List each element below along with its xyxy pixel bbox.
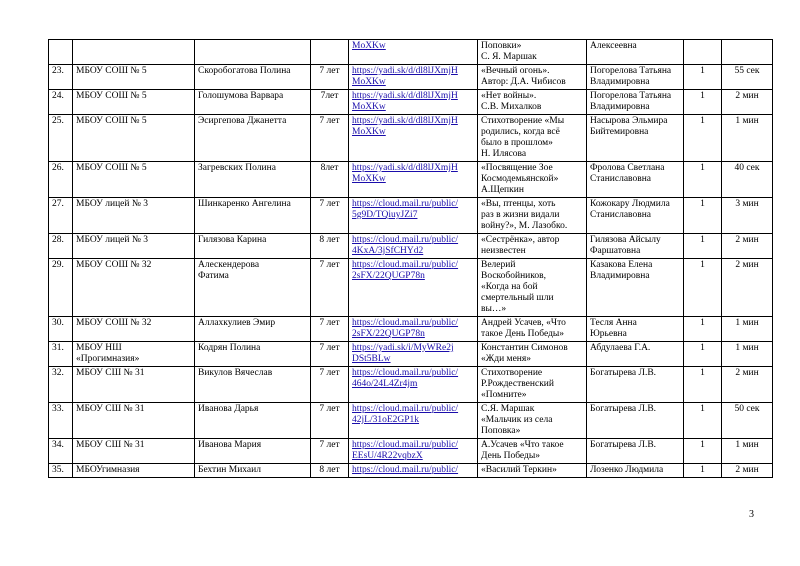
video-link-cell bbox=[349, 439, 478, 464]
table-row bbox=[49, 115, 773, 162]
participant-name-cell-text: Шинкаренко Ангелина bbox=[198, 199, 291, 209]
row-number bbox=[49, 317, 73, 342]
age-cell-text: 7 лет bbox=[319, 318, 340, 328]
row-number-text: 33. bbox=[52, 404, 64, 414]
participant-name-cell-text: Эсиргепова Джанетта bbox=[198, 116, 287, 126]
work-title-cell bbox=[478, 439, 587, 464]
teacher-cell-text: Богатырева Л.В. bbox=[590, 440, 657, 450]
teacher-cell-text: Абдулаева Г.А. bbox=[590, 343, 651, 353]
video-link[interactable]: https://yadi.sk/d/dl8lJXmjH MoXKw bbox=[352, 66, 458, 87]
teacher-cell-text: Кожокару Людмила Станиславовна bbox=[590, 199, 670, 220]
age-cell bbox=[311, 317, 349, 342]
table-row bbox=[49, 367, 773, 403]
participant-name-cell bbox=[195, 198, 311, 234]
school-cell-text: МБОУ СОШ № 5 bbox=[76, 163, 147, 173]
count-cell-text: 1 bbox=[700, 318, 705, 328]
count-cell-text: 1 bbox=[700, 116, 705, 126]
participant-name-cell-text: Викулов Вячеслав bbox=[198, 368, 273, 378]
duration-cell-text: 2 мин bbox=[735, 91, 759, 101]
age-cell bbox=[311, 234, 349, 259]
row-number bbox=[49, 342, 73, 367]
row-number-text: 24. bbox=[52, 91, 64, 101]
row-number bbox=[49, 90, 73, 115]
participant-name-cell-text: Иванова Мария bbox=[198, 440, 262, 450]
age-cell bbox=[311, 464, 349, 478]
row-number-text: 34. bbox=[52, 440, 64, 450]
work-title-cell bbox=[478, 234, 587, 259]
work-title-cell-text: А.Усачев «Что такое День Победы» bbox=[481, 440, 564, 461]
participant-name-cell bbox=[195, 234, 311, 259]
participant-name-cell-text: Гилязова Карина bbox=[198, 235, 267, 245]
row-number-text: 27. bbox=[52, 199, 64, 209]
video-link[interactable]: https://cloud.mail.ru/public/ bbox=[352, 465, 459, 475]
participants-table bbox=[48, 39, 773, 478]
work-title-cell-text: «Вечный огонь». Автор: Д.А. Чибисов bbox=[481, 66, 566, 87]
count-cell bbox=[684, 317, 722, 342]
duration-cell bbox=[722, 464, 773, 478]
participant-name-cell-text: Бехтин Михаил bbox=[198, 465, 261, 475]
participant-name-cell bbox=[195, 40, 311, 65]
school-cell-text: МБОУ СОШ № 32 bbox=[76, 260, 152, 270]
age-cell bbox=[311, 439, 349, 464]
video-link[interactable]: MoXKw bbox=[352, 41, 386, 51]
duration-cell-text: 3 мин bbox=[735, 199, 759, 209]
teacher-cell bbox=[587, 198, 684, 234]
video-link-cell bbox=[349, 403, 478, 439]
participant-name-cell bbox=[195, 439, 311, 464]
school-cell-text: МБОУгимназия bbox=[76, 465, 140, 475]
count-cell-text: 1 bbox=[700, 343, 705, 353]
teacher-cell bbox=[587, 115, 684, 162]
teacher-cell bbox=[587, 464, 684, 478]
age-cell-text: 8лет bbox=[320, 163, 339, 173]
row-number bbox=[49, 40, 73, 65]
row-number bbox=[49, 234, 73, 259]
age-cell-text: 7 лет bbox=[319, 343, 340, 353]
age-cell bbox=[311, 90, 349, 115]
video-link-cell bbox=[349, 342, 478, 367]
video-link-cell bbox=[349, 259, 478, 317]
work-title-cell-text: «Василий Теркин» bbox=[481, 465, 557, 475]
table-row bbox=[49, 342, 773, 367]
work-title-cell-text: Поповки» С. Я. Маршак bbox=[481, 41, 537, 62]
teacher-cell bbox=[587, 90, 684, 115]
work-title-cell bbox=[478, 90, 587, 115]
school-cell-text: МБОУ СШ № 31 bbox=[76, 404, 145, 414]
count-cell bbox=[684, 439, 722, 464]
video-link-cell bbox=[349, 198, 478, 234]
table-row bbox=[49, 65, 773, 90]
duration-cell-text: 2 мин bbox=[735, 235, 759, 245]
school-cell-text: МБОУ лицей № 3 bbox=[76, 199, 149, 209]
row-number-text: 25. bbox=[52, 116, 64, 126]
row-number-text: 28. bbox=[52, 235, 64, 245]
count-cell bbox=[684, 342, 722, 367]
video-link-cell bbox=[349, 367, 478, 403]
school-cell bbox=[73, 234, 195, 259]
video-link[interactable]: https://yadi.sk/i/MyWRe2j DSt5BLw bbox=[352, 343, 454, 364]
participant-name-cell-text: Кодрян Полина bbox=[198, 343, 261, 353]
duration-cell-text: 50 сек bbox=[734, 404, 760, 414]
participant-name-cell bbox=[195, 367, 311, 403]
video-link[interactable]: https://cloud.mail.ru/public/ 2sFX/22QUGP78n bbox=[352, 260, 459, 281]
teacher-cell-text: Фролова Светлана Станиславовна bbox=[590, 163, 665, 184]
count-cell bbox=[684, 367, 722, 403]
school-cell bbox=[73, 65, 195, 90]
duration-cell bbox=[722, 90, 773, 115]
age-cell-text: 7 лет bbox=[319, 368, 340, 378]
duration-cell bbox=[722, 403, 773, 439]
age-cell-text: 8 лет bbox=[319, 235, 340, 245]
work-title-cell bbox=[478, 259, 587, 317]
duration-cell bbox=[722, 367, 773, 403]
count-cell-text: 1 bbox=[700, 91, 705, 101]
row-number bbox=[49, 367, 73, 403]
participant-name-cell-text: Аллахкулиев Эмир bbox=[198, 318, 276, 328]
work-title-cell-text: «Сестрёнка», автор неизвестен bbox=[481, 235, 560, 256]
table-row bbox=[49, 198, 773, 234]
age-cell bbox=[311, 40, 349, 65]
table-row bbox=[49, 439, 773, 464]
participant-name-cell-text: Загревских Полина bbox=[198, 163, 276, 173]
duration-cell bbox=[722, 115, 773, 162]
row-number-text: 26. bbox=[52, 163, 64, 173]
duration-cell-text: 55 сек bbox=[734, 66, 760, 76]
school-cell-text: МБОУ СШ № 31 bbox=[76, 368, 145, 378]
teacher-cell bbox=[587, 317, 684, 342]
participant-name-cell-text: Алескендерова Фатима bbox=[198, 260, 260, 281]
school-cell bbox=[73, 162, 195, 198]
work-title-cell bbox=[478, 162, 587, 198]
count-cell-text: 1 bbox=[700, 163, 705, 173]
duration-cell-text: 2 мин bbox=[735, 368, 759, 378]
teacher-cell-text: Погорелова Татьяна Владимировна bbox=[590, 66, 672, 87]
work-title-cell bbox=[478, 367, 587, 403]
work-title-cell bbox=[478, 317, 587, 342]
count-cell bbox=[684, 65, 722, 90]
teacher-cell-text: Лозенко Людмила bbox=[590, 465, 664, 475]
duration-cell-text: 2 мин bbox=[735, 465, 759, 475]
school-cell bbox=[73, 40, 195, 65]
work-title-cell-text: С.Я. Маршак «Мальчик из села Поповка» bbox=[481, 404, 553, 436]
table-row bbox=[49, 317, 773, 342]
school-cell-text: МБОУ СОШ № 5 bbox=[76, 91, 147, 101]
age-cell-text: 7 лет bbox=[319, 404, 340, 414]
duration-cell-text: 1 мин bbox=[735, 343, 759, 353]
count-cell-text: 1 bbox=[700, 465, 705, 475]
row-number bbox=[49, 115, 73, 162]
teacher-cell-text: Погорелова Татьяна Владимировна bbox=[590, 91, 672, 112]
school-cell bbox=[73, 198, 195, 234]
teacher-cell bbox=[587, 40, 684, 65]
school-cell-text: МБОУ СОШ № 5 bbox=[76, 116, 147, 126]
row-number bbox=[49, 464, 73, 478]
age-cell bbox=[311, 342, 349, 367]
duration-cell bbox=[722, 40, 773, 65]
duration-cell-text: 2 мин bbox=[735, 260, 759, 270]
participant-name-cell-text: Голошумова Варвара bbox=[198, 91, 284, 101]
table-row bbox=[49, 40, 773, 65]
teacher-cell bbox=[587, 65, 684, 90]
video-link[interactable]: https://yadi.sk/d/dl8lJXmjH MoXKw bbox=[352, 116, 458, 137]
age-cell-text: 7 лет bbox=[319, 260, 340, 270]
duration-cell bbox=[722, 162, 773, 198]
row-number bbox=[49, 198, 73, 234]
row-number-text: 30. bbox=[52, 318, 64, 328]
work-title-cell-text: Константин Симонов «Жди меня» bbox=[481, 343, 568, 364]
count-cell-text: 1 bbox=[700, 440, 705, 450]
participant-name-cell bbox=[195, 464, 311, 478]
work-title-cell-text: «Нет войны». С.В. Михалков bbox=[481, 91, 542, 112]
age-cell bbox=[311, 259, 349, 317]
row-number-text: 32. bbox=[52, 368, 64, 378]
duration-cell bbox=[722, 198, 773, 234]
participant-name-cell bbox=[195, 115, 311, 162]
age-cell bbox=[311, 65, 349, 90]
count-cell-text: 1 bbox=[700, 368, 705, 378]
video-link-cell bbox=[349, 317, 478, 342]
video-link-cell bbox=[349, 40, 478, 65]
work-title-cell-text: «Посвящение Зое Космодемьянской» А.Щепкин bbox=[481, 163, 559, 195]
work-title-cell bbox=[478, 342, 587, 367]
table-row bbox=[49, 403, 773, 439]
age-cell-text: 7лет bbox=[320, 91, 339, 101]
teacher-cell bbox=[587, 439, 684, 464]
count-cell bbox=[684, 90, 722, 115]
row-number bbox=[49, 403, 73, 439]
age-cell-text: 7 лет bbox=[319, 199, 340, 209]
count-cell-text: 1 bbox=[700, 404, 705, 414]
table-row bbox=[49, 162, 773, 198]
teacher-cell bbox=[587, 403, 684, 439]
school-cell bbox=[73, 342, 195, 367]
work-title-cell-text: Андрей Усачев, «Что такое День Победы» bbox=[481, 318, 566, 339]
school-cell bbox=[73, 317, 195, 342]
work-title-cell bbox=[478, 403, 587, 439]
work-title-cell bbox=[478, 464, 587, 478]
age-cell-text: 7 лет bbox=[319, 116, 340, 126]
teacher-cell-text: Алексеевна bbox=[590, 41, 637, 51]
age-cell bbox=[311, 115, 349, 162]
age-cell bbox=[311, 198, 349, 234]
video-link[interactable]: https://yadi.sk/d/dl8lJXmjH MoXKw bbox=[352, 163, 458, 184]
teacher-cell bbox=[587, 162, 684, 198]
count-cell bbox=[684, 403, 722, 439]
table-row bbox=[49, 464, 773, 478]
count-cell bbox=[684, 162, 722, 198]
school-cell bbox=[73, 90, 195, 115]
teacher-cell bbox=[587, 234, 684, 259]
count-cell bbox=[684, 234, 722, 259]
teacher-cell bbox=[587, 367, 684, 403]
row-number-text: 31. bbox=[52, 343, 64, 353]
school-cell-text: МБОУ СШ № 31 bbox=[76, 440, 145, 450]
video-link-cell bbox=[349, 464, 478, 478]
school-cell bbox=[73, 403, 195, 439]
work-title-cell bbox=[478, 40, 587, 65]
count-cell bbox=[684, 259, 722, 317]
video-link[interactable]: https://cloud.mail.ru/public/ 5g9D/TQiuyJZi7 bbox=[352, 199, 459, 220]
work-title-cell-text: Велерий Воскобойников, «Когда на бой смертельный шли вы…» bbox=[481, 260, 554, 314]
participant-name-cell bbox=[195, 65, 311, 90]
age-cell bbox=[311, 367, 349, 403]
count-cell bbox=[684, 464, 722, 478]
row-number-text: 29. bbox=[52, 260, 64, 270]
participant-name-cell bbox=[195, 259, 311, 317]
duration-cell-text: 1 мин bbox=[735, 440, 759, 450]
school-cell bbox=[73, 464, 195, 478]
teacher-cell bbox=[587, 259, 684, 317]
row-number-text: 23. bbox=[52, 66, 64, 76]
duration-cell bbox=[722, 234, 773, 259]
age-cell-text: 7 лет bbox=[319, 440, 340, 450]
teacher-cell-text: Насырова Эльмира Бийтемировна bbox=[590, 116, 668, 137]
count-cell bbox=[684, 115, 722, 162]
teacher-cell-text: Казакова Елена Владимировна bbox=[590, 260, 653, 281]
age-cell-text: 7 лет bbox=[319, 66, 340, 76]
school-cell bbox=[73, 367, 195, 403]
video-link[interactable]: https://cloud.mail.ru/public/ 4KxA/3jSfCHYd2 bbox=[352, 235, 459, 256]
duration-cell-text: 40 сек bbox=[734, 163, 760, 173]
participant-name-cell bbox=[195, 162, 311, 198]
video-link-cell bbox=[349, 90, 478, 115]
video-link-cell bbox=[349, 234, 478, 259]
teacher-cell bbox=[587, 342, 684, 367]
work-title-cell-text: Стихотворение «Мы родились, когда всё было в прошлом» Н. Илясова bbox=[481, 116, 565, 159]
row-number-text: 35. bbox=[52, 465, 64, 475]
school-cell-text: МБОУ СОШ № 32 bbox=[76, 318, 152, 328]
school-cell bbox=[73, 259, 195, 317]
video-link[interactable]: https://cloud.mail.ru/public/ 464o/24L4Zr4jm bbox=[352, 368, 459, 389]
participant-name-cell-text: Скоробогатова Полина bbox=[198, 66, 291, 76]
duration-cell-text: 1 мин bbox=[735, 318, 759, 328]
duration-cell bbox=[722, 439, 773, 464]
work-title-cell bbox=[478, 115, 587, 162]
school-cell-text: МБОУ НШ «Прогимназия» bbox=[76, 343, 140, 364]
table-row bbox=[49, 234, 773, 259]
video-link-cell bbox=[349, 65, 478, 90]
work-title-cell-text: Стихотворение Р.Рождественский «Помните» bbox=[481, 368, 554, 400]
teacher-cell-text: Гилязова Айсылу Фаршатовна bbox=[590, 235, 661, 256]
age-cell bbox=[311, 162, 349, 198]
table-row bbox=[49, 259, 773, 317]
age-cell-text: 8 лет bbox=[319, 465, 340, 475]
teacher-cell-text: Богатырева Л.В. bbox=[590, 404, 657, 414]
age-cell bbox=[311, 403, 349, 439]
work-title-cell bbox=[478, 65, 587, 90]
video-link[interactable]: https://cloud.mail.ru/public/ 42jL/31oE2GP1k bbox=[352, 404, 459, 425]
count-cell-text: 1 bbox=[700, 66, 705, 76]
participant-name-cell-text: Иванова Дарья bbox=[198, 404, 259, 414]
video-link-cell bbox=[349, 162, 478, 198]
duration-cell bbox=[722, 65, 773, 90]
row-number bbox=[49, 259, 73, 317]
count-cell-text: 1 bbox=[700, 235, 705, 245]
video-link[interactable]: https://cloud.mail.ru/public/ 2sFX/22QUGP78n bbox=[352, 318, 459, 339]
row-number bbox=[49, 162, 73, 198]
participant-name-cell bbox=[195, 90, 311, 115]
row-number bbox=[49, 439, 73, 464]
work-title-cell-text: «Вы, птенцы, хоть раз в жизни видали войну?», М. Лазобко. bbox=[481, 199, 568, 231]
teacher-cell-text: Богатырева Л.В. bbox=[590, 368, 657, 378]
row-number bbox=[49, 65, 73, 90]
teacher-cell-text: Тесля Анна Юрьевна bbox=[590, 318, 637, 339]
participant-name-cell bbox=[195, 317, 311, 342]
page-number: 3 bbox=[749, 509, 754, 520]
duration-cell-text: 1 мин bbox=[735, 116, 759, 126]
count-cell bbox=[684, 198, 722, 234]
participant-name-cell bbox=[195, 403, 311, 439]
school-cell-text: МБОУ лицей № 3 bbox=[76, 235, 149, 245]
work-title-cell bbox=[478, 198, 587, 234]
video-link[interactable]: https://yadi.sk/d/dl8lJXmjH MoXKw bbox=[352, 91, 458, 112]
count-cell-text: 1 bbox=[700, 199, 705, 209]
duration-cell bbox=[722, 317, 773, 342]
count-cell bbox=[684, 40, 722, 65]
school-cell-text: МБОУ СОШ № 5 bbox=[76, 66, 147, 76]
table-row bbox=[49, 90, 773, 115]
video-link[interactable]: https://cloud.mail.ru/public/ EEsU/4R22vqbzX bbox=[352, 440, 459, 461]
duration-cell bbox=[722, 259, 773, 317]
school-cell bbox=[73, 115, 195, 162]
duration-cell bbox=[722, 342, 773, 367]
video-link-cell bbox=[349, 115, 478, 162]
school-cell bbox=[73, 439, 195, 464]
count-cell-text: 1 bbox=[700, 260, 705, 270]
participant-name-cell bbox=[195, 342, 311, 367]
